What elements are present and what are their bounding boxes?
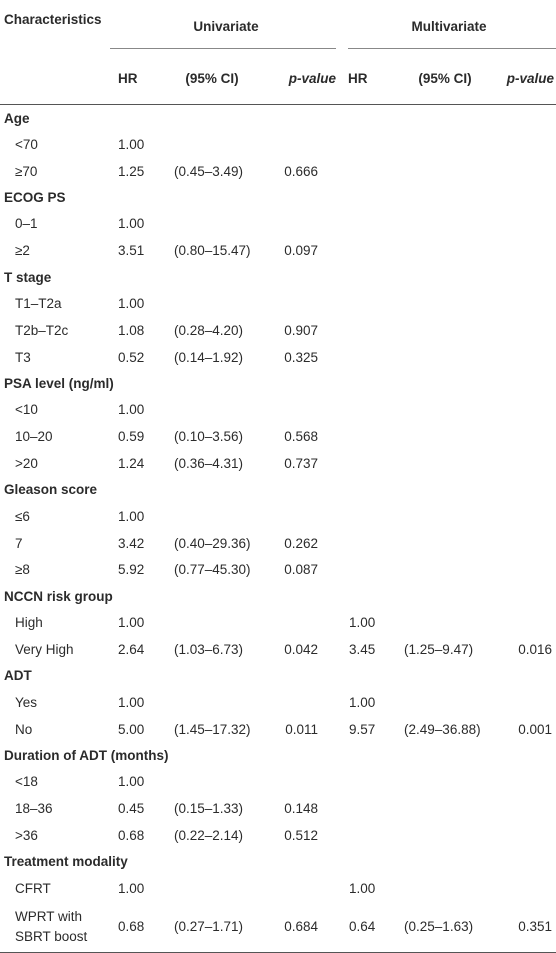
univariate-ci-cell — [162, 397, 262, 424]
table-row — [0, 795, 556, 822]
univariate-hr-header: HR — [110, 52, 162, 105]
univariate-p-cell — [262, 875, 342, 902]
univariate-ci-cell — [162, 609, 262, 636]
multivariate-ci-cell — [396, 158, 494, 185]
multivariate-hr-cell — [342, 131, 396, 158]
multivariate-hr-cell: 1.00 — [349, 880, 376, 896]
univariate-hr-cell: 5.00 — [118, 721, 145, 737]
multivariate-p-cell — [494, 689, 556, 716]
multivariate-p-cell — [494, 795, 556, 822]
univariate-hr-cell: 1.00 — [118, 402, 145, 418]
table-row — [0, 317, 556, 344]
univariate-hr-cell: 3.51 — [118, 243, 145, 259]
univariate-p-cell: 0.512 — [284, 828, 319, 844]
univariate-ci-cell: (0.45–3.49) — [174, 163, 244, 179]
section-title: ADT — [4, 668, 32, 684]
multivariate-p-cell — [494, 875, 556, 902]
multivariate-hr-cell — [342, 795, 396, 822]
multivariate-p-cell — [494, 344, 556, 371]
table-body — [0, 105, 556, 953]
row-label: ≤6 — [15, 508, 30, 524]
univariate-p-cell — [262, 769, 342, 796]
univariate-hr-cell: 1.08 — [118, 322, 145, 338]
section-title: Gleason score — [4, 482, 98, 498]
header-row-groups — [0, 0, 556, 52]
univariate-ci-cell: (0.15–1.33) — [174, 801, 244, 817]
row-label: >36 — [15, 828, 38, 844]
multivariate-ci-cell — [396, 211, 494, 238]
section-header-row — [0, 371, 556, 397]
univariate-p-cell: 0.087 — [284, 562, 319, 578]
row-label: <18 — [15, 774, 38, 790]
multivariate-ci-cell — [396, 450, 494, 477]
table-row — [0, 822, 556, 849]
univariate-p-cell: 0.011 — [285, 721, 319, 737]
row-label: CFRT — [15, 880, 51, 896]
univariate-ci-cell: (1.03–6.73) — [174, 642, 244, 658]
univariate-ci-cell: (0.36–4.31) — [174, 456, 244, 472]
multivariate-ci-cell — [396, 530, 494, 557]
multivariate-label: Multivariate — [411, 18, 487, 34]
univariate-p-cell: 0.737 — [284, 456, 319, 472]
multivariate-ci-cell — [396, 689, 494, 716]
row-label: ≥70 — [15, 163, 38, 179]
table-row — [0, 290, 556, 317]
univariate-p-cell: 0.097 — [284, 243, 319, 259]
univariate-label: Univariate — [193, 18, 259, 34]
multivariate-hr-cell: 3.45 — [349, 642, 376, 658]
univariate-hr-cell: 1.00 — [118, 136, 145, 152]
table-row — [0, 636, 556, 663]
multivariate-ci-cell — [396, 557, 494, 584]
row-label: 10–20 — [15, 429, 53, 445]
multivariate-hr-cell: 9.57 — [349, 721, 376, 737]
row-label: 0–1 — [15, 216, 38, 232]
multivariate-hr-cell — [342, 211, 396, 238]
univariate-p-cell — [262, 609, 342, 636]
section-header-row — [0, 477, 556, 503]
table-row — [0, 769, 556, 796]
section-header-row — [0, 663, 556, 689]
univariate-p-cell: 0.568 — [284, 429, 319, 445]
univariate-p-cell: 0.684 — [262, 902, 342, 953]
section-title: Duration of ADT (months) — [4, 748, 169, 764]
univariate-hr-cell: 0.68 — [118, 828, 145, 844]
univariate-p-cell: 0.262 — [284, 535, 319, 551]
univariate-p-cell: 0.042 — [284, 642, 319, 658]
section-title: Age — [4, 110, 30, 126]
univariate-hr-cell: 5.92 — [118, 562, 145, 578]
multivariate-hr-cell — [342, 344, 396, 371]
multivariate-p-cell — [494, 211, 556, 238]
multivariate-ci-cell — [396, 344, 494, 371]
row-label: High — [15, 615, 43, 631]
characteristics-subheader-blank — [0, 52, 110, 105]
univariate-hr-cell: 0.68 — [110, 902, 162, 953]
header-row-columns — [0, 52, 556, 105]
table-row — [0, 211, 556, 238]
univariate-hr-cell: 1.00 — [118, 694, 145, 710]
multivariate-hr-cell — [342, 450, 396, 477]
multivariate-hr-cell — [342, 290, 396, 317]
multivariate-hr-cell — [342, 769, 396, 796]
multivariate-ci-cell — [396, 237, 494, 264]
table-row — [0, 689, 556, 716]
univariate-hr-cell: 1.24 — [118, 456, 145, 472]
univariate-p-header — [262, 52, 342, 105]
table-row — [0, 344, 556, 371]
row-label: T1–T2a — [15, 296, 62, 312]
multivariate-p-cell — [494, 503, 556, 530]
multivariate-ci-cell — [396, 822, 494, 849]
table-row — [0, 397, 556, 424]
univariate-p-cell — [262, 290, 342, 317]
table-row — [0, 158, 556, 185]
univariate-ci-cell — [162, 131, 262, 158]
univariate-ci-cell: (0.10–3.56) — [174, 429, 244, 445]
univariate-p-cell: 0.148 — [284, 801, 319, 817]
univariate-p-cell: 0.666 — [284, 163, 319, 179]
section-title: T stage — [4, 269, 52, 285]
univariate-p-cell: 0.907 — [284, 322, 319, 338]
univariate-hr-cell: 3.42 — [118, 535, 145, 551]
univariate-p-label: p-value — [288, 70, 337, 86]
multivariate-p-cell — [494, 530, 556, 557]
multivariate-p-cell — [494, 397, 556, 424]
univariate-p-cell: 0.325 — [284, 349, 319, 365]
univariate-ci-cell: (1.45–17.32) — [174, 721, 251, 737]
univariate-p-cell — [262, 397, 342, 424]
univariate-ci-cell: (0.28–4.20) — [174, 322, 244, 338]
multivariate-hr-header: HR — [342, 52, 396, 105]
univariate-underline — [110, 48, 336, 49]
row-label: ≥8 — [15, 562, 30, 578]
multivariate-ci-cell: (1.25–9.47) — [404, 642, 474, 658]
section-title: Treatment modality — [4, 854, 128, 870]
row-label: WPRT with SBRT boost — [0, 902, 110, 953]
multivariate-hr-cell: 1.00 — [349, 615, 376, 631]
multivariate-hr-cell — [342, 530, 396, 557]
row-label: 18–36 — [15, 801, 53, 817]
multivariate-ci-cell: (2.49–36.88) — [404, 721, 481, 737]
univariate-header — [110, 0, 342, 52]
multivariate-ci-cell — [396, 609, 494, 636]
univariate-ci-cell: (0.22–2.14) — [174, 828, 244, 844]
row-label: T3 — [15, 349, 31, 365]
multivariate-p-cell — [494, 769, 556, 796]
row-label: Very High — [15, 642, 74, 658]
univariate-ci-cell: (0.80–15.47) — [174, 243, 251, 259]
multivariate-underline — [348, 48, 556, 49]
table-row — [0, 557, 556, 584]
multivariate-hr-cell — [342, 503, 396, 530]
univariate-hr-cell: 1.00 — [118, 216, 145, 232]
multivariate-p-cell — [494, 609, 556, 636]
multivariate-p-cell — [494, 237, 556, 264]
table-row — [0, 237, 556, 264]
row-label: T2b–T2c — [15, 322, 69, 338]
multivariate-ci-cell — [396, 795, 494, 822]
row-label: No — [15, 721, 33, 737]
univariate-ci-cell — [162, 689, 262, 716]
univariate-hr-cell: 0.45 — [118, 801, 145, 817]
multivariate-p-cell — [494, 158, 556, 185]
row-label: 7 — [15, 535, 23, 551]
multivariate-hr-cell — [342, 557, 396, 584]
univariate-hr-cell: 1.00 — [118, 880, 145, 896]
section-header-row — [0, 105, 556, 132]
multivariate-ci-cell — [396, 423, 494, 450]
section-header-row — [0, 849, 556, 875]
univariate-hr-cell: 1.00 — [118, 296, 145, 312]
univariate-ci-cell — [162, 769, 262, 796]
multivariate-p-cell — [494, 423, 556, 450]
table-row — [0, 902, 556, 953]
row-label: ≥2 — [15, 243, 30, 259]
multivariate-header — [342, 0, 556, 52]
row-label: >20 — [15, 456, 38, 472]
multivariate-ci-cell — [396, 317, 494, 344]
multivariate-hr-cell: 1.00 — [349, 694, 376, 710]
multivariate-ci-cell — [396, 769, 494, 796]
table-row — [0, 530, 556, 557]
univariate-ci-cell — [162, 211, 262, 238]
multivariate-hr-cell: 0.64 — [342, 902, 396, 953]
multivariate-ci-cell — [396, 290, 494, 317]
multivariate-ci-cell — [396, 503, 494, 530]
univariate-ci-cell: (0.40–29.36) — [174, 535, 251, 551]
table-row — [0, 131, 556, 158]
multivariate-p-cell — [494, 450, 556, 477]
characteristics-header: Characteristics — [4, 12, 102, 27]
univariate-ci-cell — [162, 503, 262, 530]
multivariate-ci-cell — [396, 131, 494, 158]
table-row — [0, 609, 556, 636]
univariate-hr-cell: 1.25 — [118, 163, 145, 179]
multivariate-p-cell — [494, 822, 556, 849]
univariate-hr-cell: 1.00 — [118, 615, 145, 631]
multivariate-p-cell — [494, 131, 556, 158]
univariate-ci-cell: (0.77–45.30) — [174, 562, 251, 578]
section-header-row — [0, 185, 556, 211]
row-label: <70 — [15, 136, 38, 152]
univariate-hr-cell: 0.59 — [118, 429, 145, 445]
table-row — [0, 716, 556, 743]
univariate-hr-cell: 0.52 — [118, 349, 145, 365]
univariate-ci-header: (95% CI) — [162, 52, 262, 105]
multivariate-p-cell: 0.351 — [494, 902, 556, 953]
multivariate-p-cell — [494, 290, 556, 317]
table-row — [0, 450, 556, 477]
section-title: ECOG PS — [4, 190, 66, 206]
multivariate-hr-cell — [342, 822, 396, 849]
univariate-hr-cell: 2.64 — [118, 642, 145, 658]
univariate-hr-cell: 1.00 — [118, 774, 145, 790]
multivariate-p-label: p-value — [506, 70, 555, 86]
section-header-row — [0, 583, 556, 609]
multivariate-hr-cell — [342, 397, 396, 424]
multivariate-ci-cell: (0.25–1.63) — [396, 902, 494, 953]
multivariate-p-header — [494, 52, 556, 105]
multivariate-hr-cell — [342, 317, 396, 344]
univariate-p-cell — [262, 131, 342, 158]
table-row — [0, 875, 556, 902]
multivariate-ci-cell — [396, 397, 494, 424]
multivariate-ci-cell — [396, 875, 494, 902]
univariate-ci-cell — [162, 290, 262, 317]
multivariate-ci-header: (95% CI) — [396, 52, 494, 105]
multivariate-hr-cell — [342, 237, 396, 264]
univariate-p-cell — [262, 689, 342, 716]
univariate-ci-cell — [162, 875, 262, 902]
row-label: <10 — [15, 402, 38, 418]
section-title: NCCN risk group — [4, 588, 113, 604]
univariate-p-cell — [262, 503, 342, 530]
section-header-row — [0, 264, 556, 290]
univariate-ci-cell: (0.27–1.71) — [162, 902, 262, 953]
univariate-ci-cell: (0.14–1.92) — [174, 349, 244, 365]
univariate-hr-cell: 1.00 — [118, 508, 145, 524]
multivariate-p-cell: 0.001 — [518, 721, 553, 737]
multivariate-hr-cell — [342, 423, 396, 450]
multivariate-p-cell — [494, 317, 556, 344]
row-label: Yes — [15, 694, 38, 710]
table-row — [0, 503, 556, 530]
table-row — [0, 423, 556, 450]
section-title: PSA level (ng/ml) — [4, 376, 114, 392]
multivariate-p-cell: 0.016 — [518, 642, 553, 658]
univariate-p-cell — [262, 211, 342, 238]
multivariate-p-cell — [494, 557, 556, 584]
multivariate-hr-cell — [342, 158, 396, 185]
section-header-row — [0, 743, 556, 769]
